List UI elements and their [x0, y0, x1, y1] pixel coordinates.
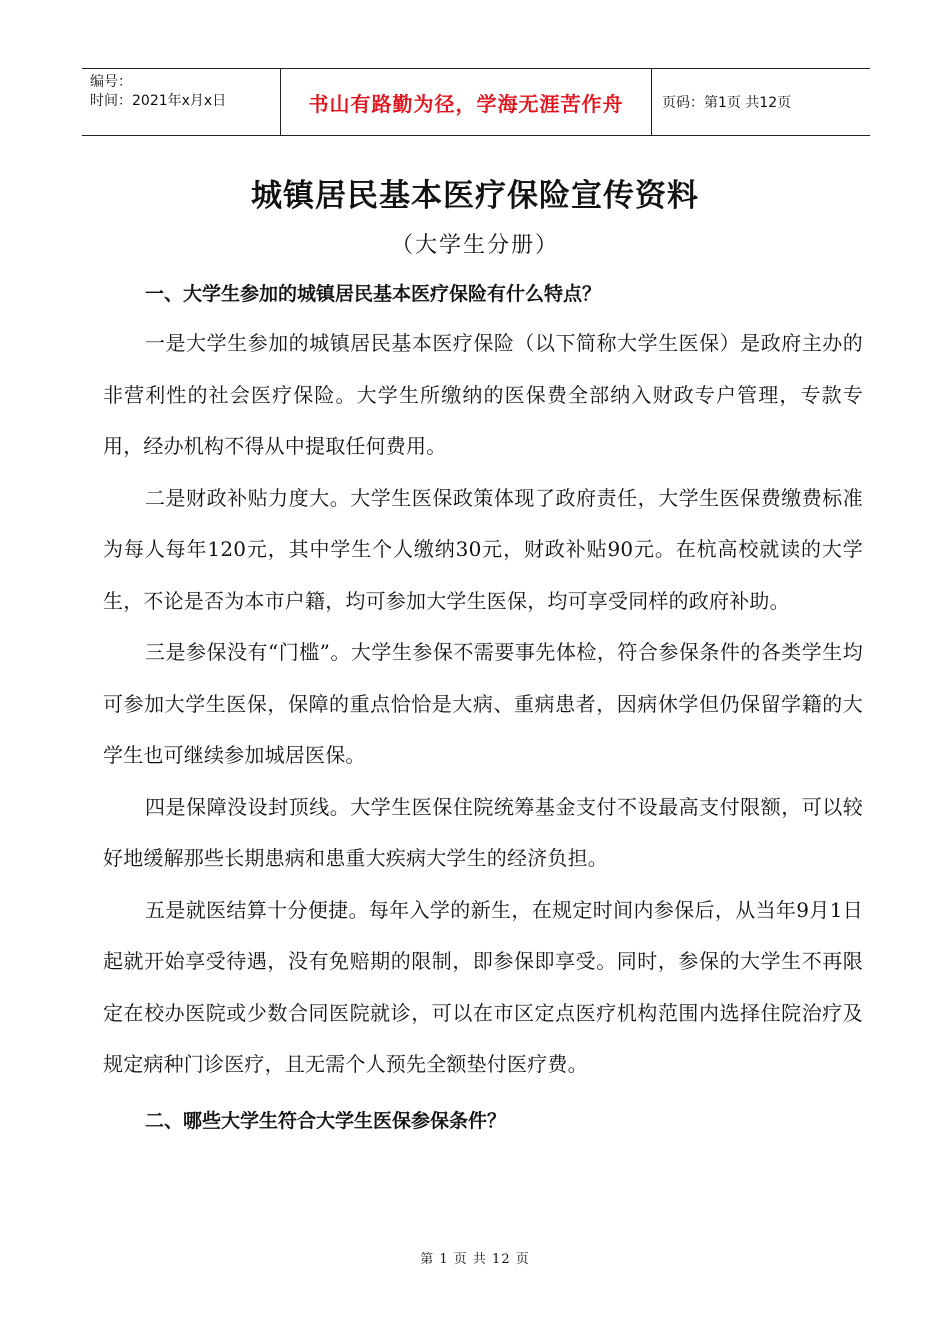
document-subtitle: （大学生分册） [390, 233, 559, 258]
document-body [103, 274, 863, 1141]
header-page-info: 页码：第1页 共12页 [662, 95, 792, 111]
header-meta [82, 69, 280, 135]
paragraph-3: 三是参保没有“门槛”。大学生参保不需要事先体检，符合参保条件的各类学生均可参加大学生医保，保障的重点恰恰是大病、重病患者，因病休学但仍保留学籍的大学生也可继续参加城居医保。 [103, 640, 863, 767]
header-motto: 书山有路勤为径，学海无涯苦作舟 [280, 69, 652, 135]
paragraph-1: 一是大学生参加的城镇居民基本医疗保险（以下简称大学生医保）是政府主办的非营利性的社会医疗保险。大学生所缴纳的医保费全部纳入财政专户管理，专款专用，经办机构不得从中提取任何费用。 [103, 331, 863, 458]
section-heading-1: 一、大学生参加的城镇居民基本医疗保险有什么特点？ [145, 283, 602, 305]
page-footer: 第 1 页 共 12 页 [420, 1252, 530, 1267]
document-title: 城镇居民基本医疗保险宣传资料 [251, 178, 699, 214]
document-number-label: 编号： [90, 74, 132, 90]
paragraph-2: 二是财政补贴力度大。大学生医保政策体现了政府责任，大学生医保费缴费标准为每人每年120元，其中学生个人缴纳30元，财政补贴90元。在杭高校就读的大学生，不论是否为本市户籍，均可参加大学生医保，均可享受同样的政府补助。 [103, 485, 863, 613]
document-header [82, 68, 870, 136]
paragraph-5: 五是就医结算十分便捷。每年入学的新生，在规定时间内参保后，从当年9月1日起就开始享受待遇，没有免赔期的限制，即参保即享受。同时，参保的大学生不再限定在校办医院或少数合同医院就诊，可以在市区定点医疗机构范围内选择住院治疗及规定病种门诊医疗，且无需个人预先全额垫付医疗费。 [103, 897, 863, 1076]
paragraph-4: 四是保障没设封顶线。大学生医保住院统筹基金支付不设最高支付限额，可以较好地缓解那些长期患病和患重大疾病大学生的经济负担。 [103, 794, 863, 870]
section-heading-2: 二、哪些大学生符合大学生医保参保条件？ [145, 1109, 507, 1132]
document-date-label: 时间：2021年x月x日 [90, 93, 227, 109]
